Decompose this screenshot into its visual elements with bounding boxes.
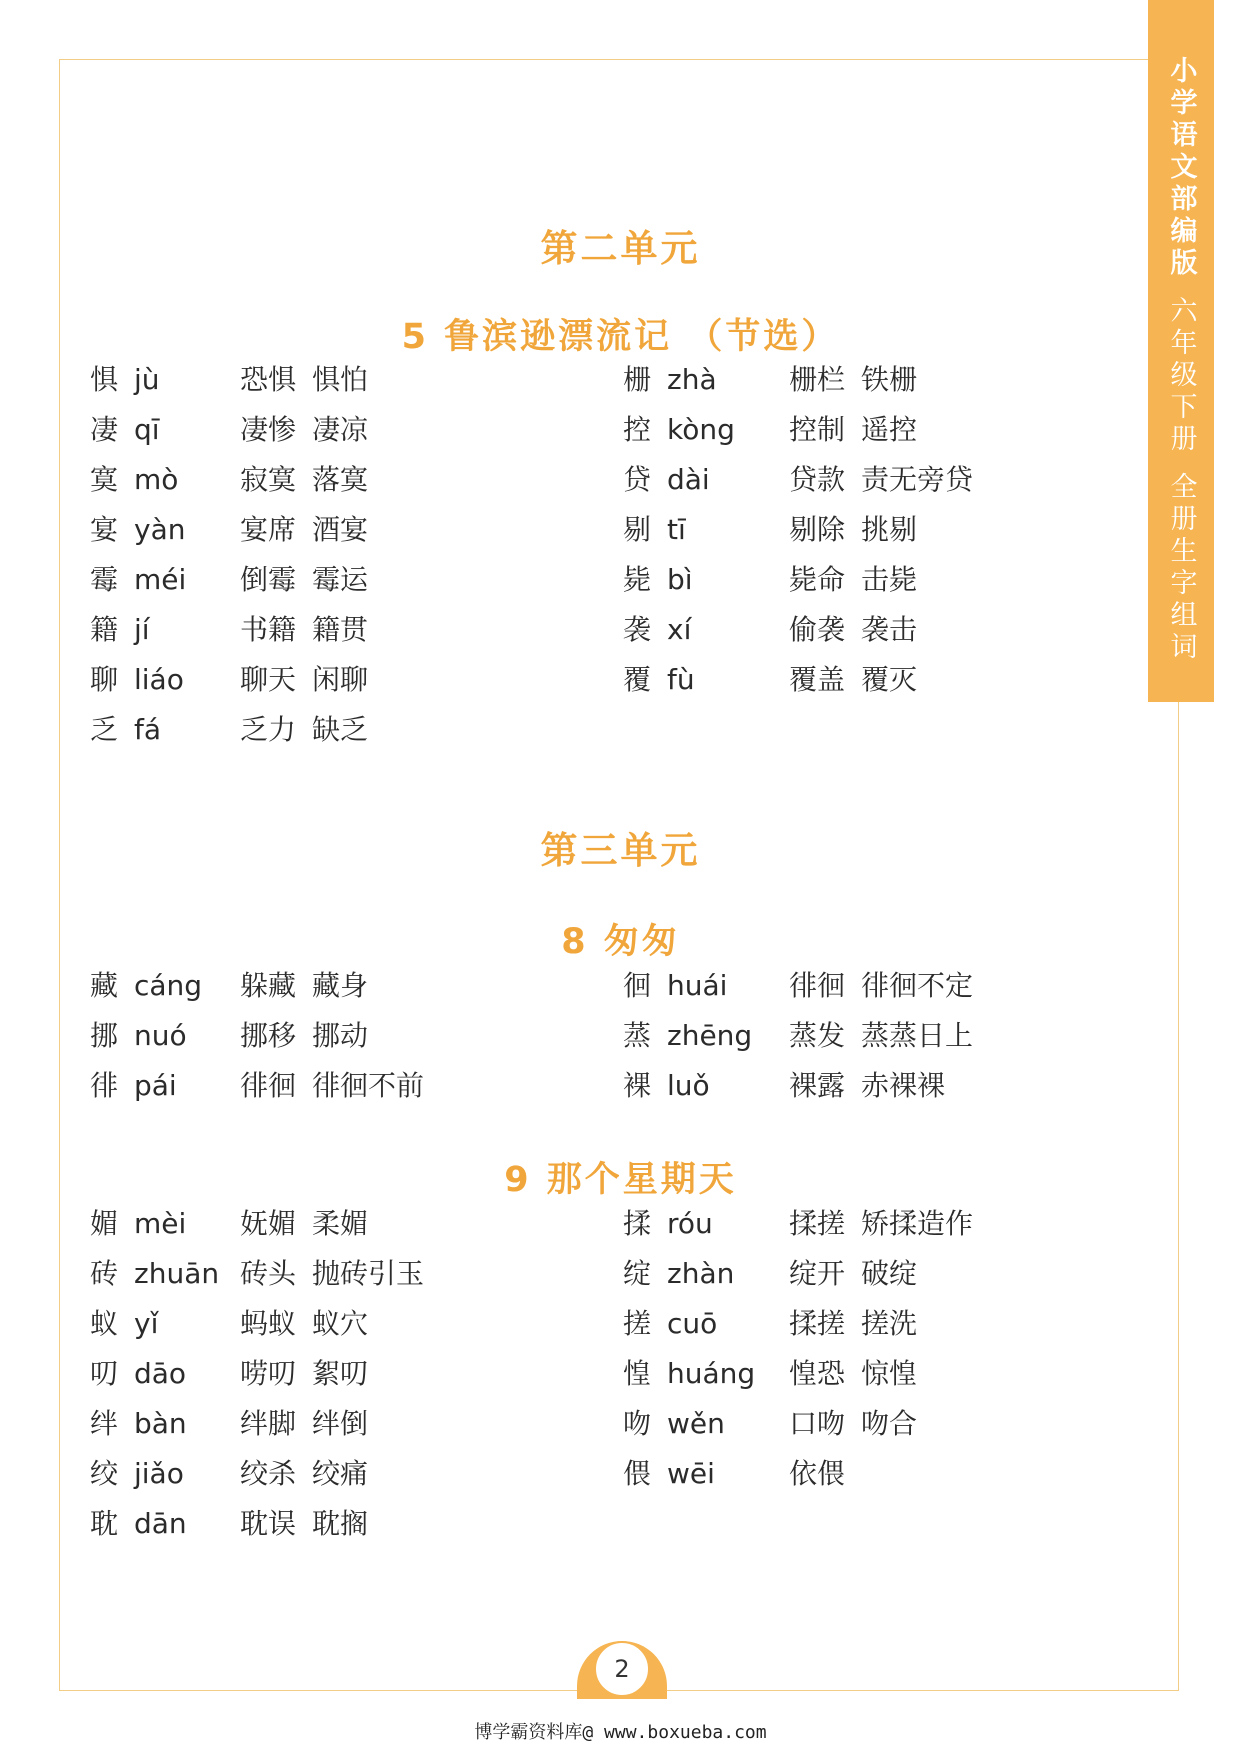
vocab-pinyin: cuō [667,1307,718,1340]
vocab-pinyin: yàn [134,513,186,546]
vocab-char: 徘 [90,1069,119,1102]
side-tab-series: 小学语文部编版 [1165,56,1197,280]
vocab-char: 惶 [623,1357,652,1390]
vocab-pinyin: jù [134,363,160,396]
vocab-word-2: 惧怕 [312,363,369,396]
vocab-word-1: 聊天 [240,663,297,696]
vocab-pinyin: mèi [134,1207,187,1240]
vocab-word-1: 裸露 [789,1069,846,1102]
vocab-word-1: 绽开 [789,1257,846,1290]
vocab-char: 耽 [90,1507,119,1540]
vocab-word-2: 絮叨 [312,1357,369,1390]
vocab-word-2: 缺乏 [312,713,369,746]
vocab-word-1: 毙命 [789,563,846,596]
vocab-pinyin: dài [667,463,710,496]
vocab-pinyin: róu [667,1207,713,1240]
vocab-pinyin: mò [134,463,179,496]
vocab-char: 贷 [623,463,652,496]
vocab-word-2: 袭击 [861,613,918,646]
vocab-word-2: 击毙 [861,563,918,596]
vocab-word-1: 恐惧 [240,363,297,396]
vocab-word-2: 抛砖引玉 [312,1257,425,1290]
lesson-title-8: 8 匆匆 [561,922,680,962]
vocab-word-1: 乏力 [240,713,297,746]
vocab-char: 绞 [90,1457,119,1490]
vocab-pinyin: fù [667,663,695,696]
vocab-word-2: 凄凉 [312,413,369,446]
vocab-word-1: 揉搓 [789,1207,846,1240]
vocab-word-1: 躲藏 [240,969,297,1002]
vocab-word-1: 栅栏 [789,363,846,396]
vocab-word-2: 酒宴 [312,513,369,546]
vocab-pinyin: huáng [667,1357,756,1390]
vocab-word-2: 落寞 [312,463,369,496]
vocab-char: 藏 [90,969,119,1002]
vocab-char: 蚁 [90,1307,119,1340]
vocab-pinyin: kòng [667,413,735,446]
vocab-word-2: 惊惶 [861,1357,918,1390]
vocab-word-2: 徘徊不前 [312,1069,425,1102]
vocab-word-2: 霉运 [312,563,369,596]
vocab-pinyin: fá [134,713,162,746]
vocab-word-2: 责无旁贷 [861,463,974,496]
vocab-pinyin: luǒ [667,1069,710,1102]
unit-title-2: 第二单元 [540,227,701,270]
vocab-pinyin: yǐ [134,1307,159,1340]
vocab-pinyin: dān [134,1507,187,1540]
vocab-word-2: 藏身 [312,969,369,1002]
vocab-char: 凄 [90,413,119,446]
vocab-char: 籍 [90,613,119,646]
footer-watermark: 博学霸资料库@ www.boxueba.com [474,1722,767,1743]
vocab-pinyin: dāo [134,1357,187,1390]
vocab-word-1: 蒸发 [789,1019,846,1052]
vocab-word-1: 贷款 [789,463,846,496]
vocab-char: 媚 [90,1207,119,1240]
vocab-char: 叨 [90,1357,119,1390]
vocab-word-1: 徘徊 [789,969,846,1002]
page-frame [59,59,1179,1691]
vocab-word-1: 依偎 [789,1457,846,1490]
vocab-word-1: 唠叨 [240,1357,297,1390]
vocab-pinyin: cáng [134,969,203,1002]
page-number: 2 [594,1641,650,1697]
vocab-pinyin: wēi [667,1457,715,1490]
vocab-char: 覆 [623,663,652,696]
vocab-word-2: 蒸蒸日上 [861,1019,974,1052]
vocab-word-2: 柔媚 [312,1207,369,1240]
vocab-char: 揉 [623,1207,652,1240]
vocab-pinyin: jiǎo [134,1457,184,1490]
vocab-word-2: 徘徊不定 [861,969,974,1002]
vocab-word-2: 破绽 [861,1257,918,1290]
vocab-word-1: 控制 [789,413,846,446]
vocab-char: 宴 [90,513,119,546]
vocab-char: 乏 [90,713,119,746]
vocab-word-1: 寂寞 [240,463,297,496]
vocab-char: 砖 [90,1257,119,1290]
vocab-word-2: 耽搁 [312,1507,369,1540]
vocab-char: 搓 [623,1307,652,1340]
vocab-pinyin: zhēng [667,1019,753,1052]
vocab-char: 栅 [623,363,652,396]
side-tab-topic: 全册生字组词 [1165,472,1197,664]
vocab-word-2: 铁栅 [861,363,918,396]
vocab-char: 裸 [623,1069,652,1102]
vocab-char: 挪 [90,1019,119,1052]
vocab-word-1: 覆盖 [789,663,846,696]
vocab-char: 偎 [623,1457,652,1490]
vocab-word-2: 蚁穴 [312,1307,369,1340]
vocab-word-1: 绞杀 [240,1457,297,1490]
vocab-word-2: 籍贯 [312,613,369,646]
vocab-word-1: 妩媚 [240,1207,297,1240]
vocab-word-1: 耽误 [240,1507,297,1540]
vocab-word-1: 凄惨 [240,413,297,446]
vocab-pinyin: zhà [667,363,717,396]
vocab-word-1: 砖头 [240,1257,297,1290]
lesson-title-9: 9 那个星期天 [504,1160,737,1200]
vocab-word-1: 剔除 [789,513,846,546]
vocab-pinyin: bàn [134,1407,187,1440]
vocab-word-2: 覆灭 [861,663,918,696]
vocab-pinyin: tī [667,513,686,546]
vocab-char: 绊 [90,1407,119,1440]
vocab-char: 剔 [623,513,652,546]
vocab-pinyin: bì [667,563,693,596]
vocab-word-2: 搓洗 [861,1307,918,1340]
vocab-pinyin: zhuān [134,1257,220,1290]
vocab-word-2: 矫揉造作 [861,1207,974,1240]
vocab-word-1: 倒霉 [240,563,297,596]
vocab-word-2: 赤裸裸 [861,1069,946,1102]
vocab-char: 聊 [90,663,119,696]
vocab-pinyin: nuó [134,1019,187,1052]
vocab-char: 毙 [623,563,652,596]
vocab-word-1: 绊脚 [240,1407,297,1440]
vocab-char: 霉 [90,563,119,596]
vocab-char: 寞 [90,463,119,496]
vocab-char: 惧 [90,363,119,396]
vocab-pinyin: huái [667,969,728,1002]
vocab-char: 蒸 [623,1019,652,1052]
vocab-char: 袭 [623,613,652,646]
vocab-word-2: 绊倒 [312,1407,369,1440]
lesson-title-5: 5 鲁滨逊漂流记 （节选） [401,317,840,357]
unit-title-3: 第三单元 [540,829,701,872]
vocab-word-2: 遥控 [861,413,918,446]
vocab-word-1: 书籍 [240,613,297,646]
side-tab-grade: 六年级下册 [1165,296,1197,456]
vocab-word-1: 徘徊 [240,1069,297,1102]
vocab-pinyin: liáo [134,663,184,696]
vocab-word-2: 绞痛 [312,1457,369,1490]
vocab-word-1: 偷袭 [789,613,846,646]
vocab-char: 吻 [623,1407,652,1440]
vocab-pinyin: zhàn [667,1257,735,1290]
vocab-word-1: 宴席 [240,513,297,546]
vocab-word-1: 口吻 [789,1407,846,1440]
vocab-char: 绽 [623,1257,652,1290]
vocab-word-1: 惶恐 [789,1357,846,1390]
vocab-pinyin: xí [667,613,692,646]
vocab-word-1: 揉搓 [789,1307,846,1340]
vocab-word-2: 闲聊 [312,663,369,696]
vocab-char: 控 [623,413,652,446]
vocab-pinyin: jí [134,613,150,646]
vocab-pinyin: méi [134,563,187,596]
vocab-char: 徊 [623,969,652,1002]
vocab-word-2: 吻合 [861,1407,918,1440]
vocab-pinyin: qī [134,413,160,446]
vocab-word-2: 挑剔 [861,513,918,546]
vocab-word-1: 蚂蚁 [240,1307,297,1340]
vocab-word-2: 挪动 [312,1019,369,1052]
vocab-pinyin: wěn [667,1407,725,1440]
vocab-pinyin: pái [134,1069,177,1102]
vocab-word-1: 挪移 [240,1019,297,1052]
